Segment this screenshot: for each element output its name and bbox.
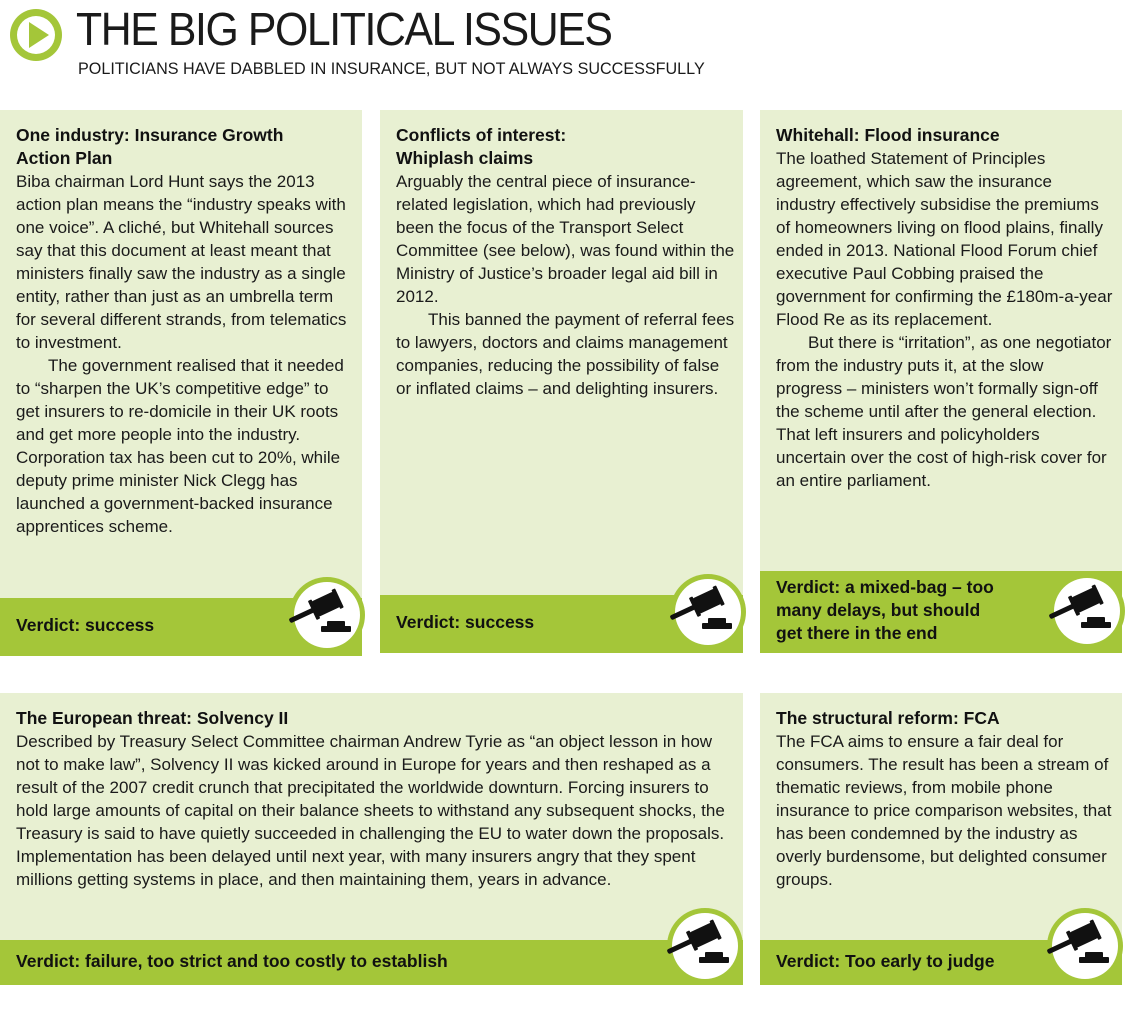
verdict-text: Verdict: failure, too strict and too costly to establish	[16, 951, 448, 971]
card-body	[776, 707, 1114, 891]
issue-card-solvency-ii	[0, 693, 743, 985]
card-paragraph: Described by Treasury Select Committee chairman Andrew Tyrie as “an object lesson in how not to make law”, Solvency II was kicked around in Europe for years and then reshaped as a result of the 2007 credit crunch that precipitated the worldwide downturn. Forcing insurers to hold large amounts of capital on their balance sheets to withstand any subsequent shocks, the Treasury is said to have quietly succeeded in challenging the EU to water down the proposals. Implementation has been delayed until next year, with many insurers angry that they spent millions getting systems in place, and then maintaining them, years in advance.	[16, 732, 725, 889]
card-title	[16, 124, 354, 170]
card-body	[396, 124, 735, 400]
card-title-line: One industry: Insurance Growth	[16, 125, 284, 145]
verdict-text: Verdict: success	[16, 615, 155, 635]
verdict-text: Verdict: success	[396, 612, 535, 632]
verdict-line: many delays, but should	[776, 600, 981, 620]
issue-card-whiplash	[380, 110, 743, 653]
verdict-line: Verdict: a mixed-bag – too	[776, 577, 994, 597]
card-title: The European threat: Solvency II	[16, 708, 289, 728]
card-paragraph: Arguably the central piece of insurance-related legislation, which had previously been the focus of the Transport Select Committee (see below), was found within the Ministry of Justice’s broader legal aid bill in 2012.	[396, 172, 735, 306]
play-icon	[10, 9, 62, 61]
card-text	[396, 170, 735, 400]
gavel-icon	[665, 906, 745, 986]
card-body	[16, 124, 354, 538]
card-body	[776, 124, 1114, 492]
card-title: The structural reform: FCA	[776, 708, 1000, 728]
card-title-line: Conflicts of interest:	[396, 125, 567, 145]
gavel-icon	[1045, 906, 1125, 986]
gavel-icon	[1047, 571, 1127, 651]
card-body	[16, 707, 735, 891]
page-subtitle: POLITICIANS HAVE DABBLED IN INSURANCE, BUT NOT ALWAYS SUCCESSFULLY	[78, 59, 705, 78]
verdict-text: Verdict: Too early to judge	[776, 951, 995, 971]
verdict-line: get there in the end	[776, 623, 938, 643]
card-title	[396, 124, 735, 170]
page-title: THE BIG POLITICAL ISSUES	[76, 3, 612, 55]
card-paragraph: The government realised that it needed to “sharpen the UK’s competitive edge” to get insurers to re-domicile in their UK roots and get more people into the industry. Corporation tax has been cut to 20%, while deputy prime minister Nick Clegg has launched a government-backed insurance apprentices scheme.	[16, 356, 344, 536]
card-paragraph: Biba chairman Lord Hunt says the 2013 action plan means the “industry speaks with one voice”. A cliché, but Whitehall sources say that this document at least meant that ministers finally saw the industry as a single entity, rather than just as an umbrella term for several different strands, from telematics to investment.	[16, 172, 347, 352]
verdict-bar	[0, 940, 743, 985]
gavel-icon	[668, 572, 748, 652]
card-title-line: Action Plan	[16, 148, 113, 168]
issue-card-fca	[760, 693, 1122, 985]
card-text	[16, 170, 354, 538]
gavel-icon	[287, 575, 367, 655]
card-text	[776, 730, 1114, 891]
card-text	[16, 730, 735, 891]
card-title: Whitehall: Flood insurance	[776, 125, 1000, 145]
card-paragraph: The FCA aims to ensure a fair deal for consumers. The result has been a stream of thematic reviews, from mobile phone insurance to price comparison websites, that has been condemned by the industry as overly burdensome, but delighted consumer groups.	[776, 732, 1112, 889]
card-paragraph: This banned the payment of referral fees to lawyers, doctors and claims management companies, reducing the possibility of false or inflated claims – and delighting insurers.	[396, 310, 735, 398]
verdict-text	[776, 576, 994, 645]
card-paragraph: The loathed Statement of Principles agreement, which saw the insurance industry effectively subsidise the premiums of homeowners living on flood plains, finally ended in 2013. National Flood Forum chief executive Paul Cobbing praised the government for confirming the £180m-a-year Flood Re as its replacement.	[776, 149, 1113, 329]
card-text	[776, 147, 1114, 492]
card-paragraph: But there is “irritation”, as one negotiator from the industry puts it, at the slow progress – ministers won’t formally sign-off the scheme until after the general election. That left insurers and policyholders uncertain over the cost of high-risk cover for an entire parliament.	[776, 333, 1112, 490]
issue-card-growth-plan	[0, 110, 362, 656]
issue-card-flood-insurance	[760, 110, 1122, 653]
card-title-line: Whiplash claims	[396, 148, 534, 168]
